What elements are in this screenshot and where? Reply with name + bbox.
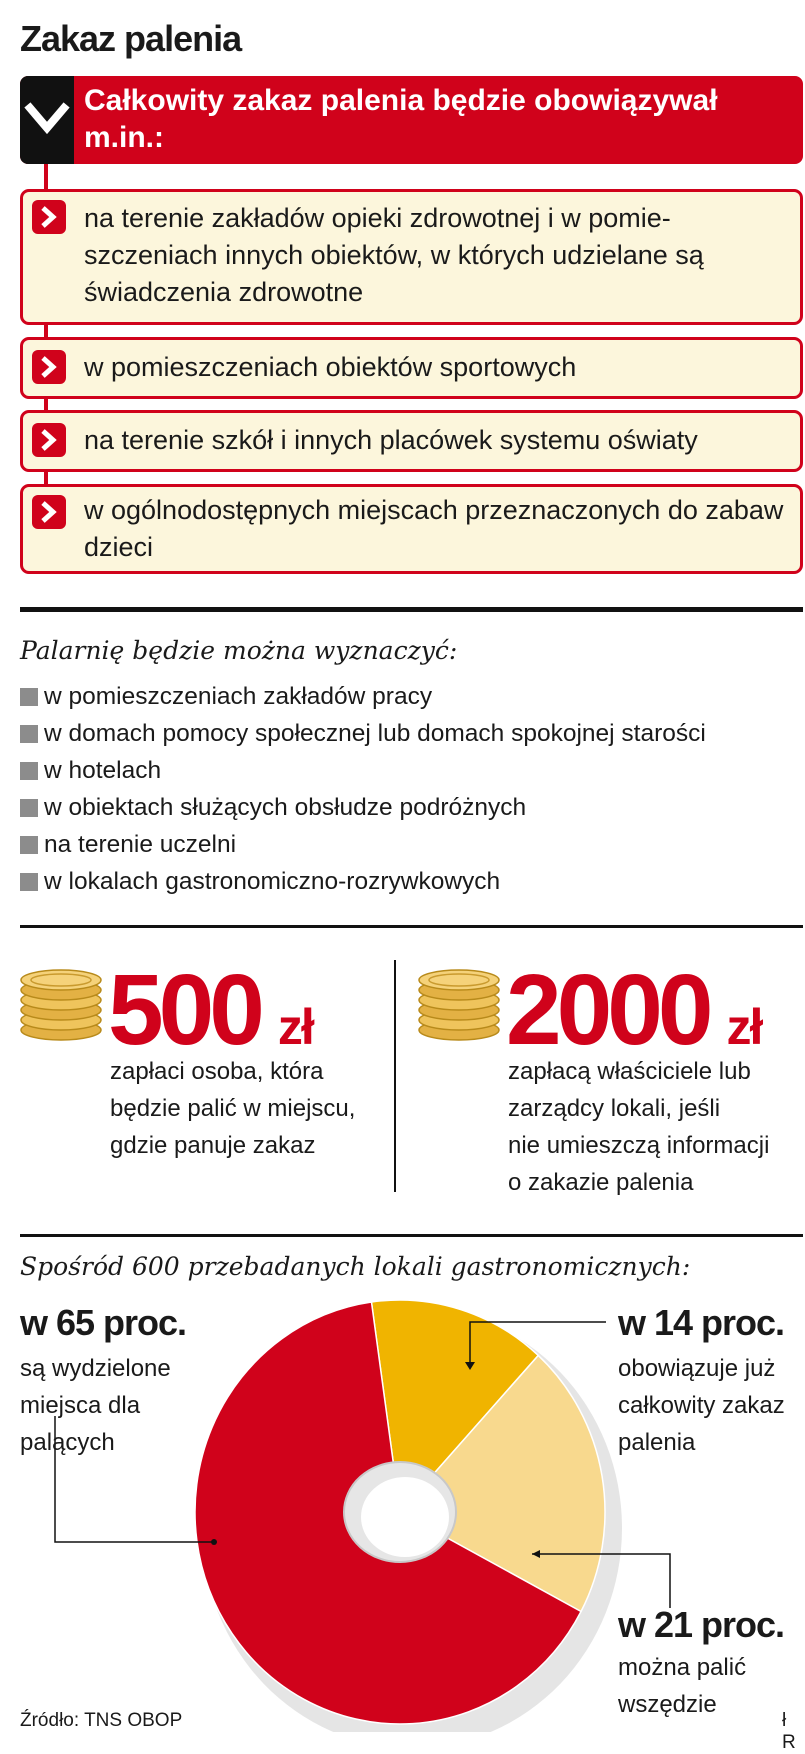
pie-label-21-desc-2: wszędzie: [618, 1691, 717, 1718]
pie-label-14-desc-1: obowiązuje już: [618, 1355, 776, 1382]
list-item: na terenie uczelni: [20, 826, 236, 863]
fine-desc-left-2: będzie palić w miejscu,: [110, 1095, 356, 1122]
leader-dot-65: [211, 1539, 217, 1545]
chevron-down-icon: [20, 76, 74, 164]
fine-amount-500: 500 zł: [108, 954, 313, 1066]
chevron-right-icon: [32, 423, 66, 457]
square-bullet-icon: [20, 725, 38, 743]
divider: [20, 1234, 803, 1237]
divider: [20, 925, 803, 928]
square-bullet-icon: [20, 873, 38, 891]
fine-desc-right-1: zapłacą właściciele lub: [508, 1058, 751, 1085]
fines-divider: [394, 960, 396, 1192]
donut-hole-inner: [361, 1477, 449, 1557]
pie-label-65-desc-2: miejsca dla: [20, 1392, 141, 1419]
chevron-right-icon: [32, 350, 66, 384]
ban-item-text: w pomieszczeniach obiektów sportowych: [84, 352, 577, 382]
ban-item-text: na terenie szkół i innych placówek systemu oświaty: [84, 425, 698, 455]
page-title: Zakaz palenia: [20, 18, 242, 59]
pie-label-21-pct: w 21 proc.: [618, 1604, 785, 1645]
source-note: Źródło: TNS OBOP: [20, 1710, 183, 1731]
credit: ł R: [782, 1710, 796, 1753]
pie-label-65-desc-3: palących: [20, 1429, 115, 1456]
ban-item-text: w ogólnodostępnych miejscach przeznaczonych do zabaw dzieci: [84, 495, 784, 562]
fine-desc-left-3: gdzie panuje zakaz: [110, 1132, 316, 1159]
square-bullet-icon: [20, 762, 38, 780]
coins-icon: [18, 960, 104, 1047]
list-item: w lokalach gastronomiczno-rozrywkowych: [20, 863, 500, 900]
chevron-right-icon: [32, 200, 66, 234]
fine-desc-right-4: o zakazie palenia: [508, 1169, 694, 1196]
survey-heading: Spośród 600 przebadanych lokali gastronomicznych:: [20, 1252, 691, 1281]
fine-desc-right-2: zarządcy lokali, jeśli: [508, 1095, 721, 1122]
smoking-rooms-heading: Palarnię będzie można wyznaczyć:: [20, 636, 458, 665]
pie-label-14-desc-2: całkowity zakaz: [618, 1392, 785, 1419]
fine-desc-left-1: zapłaci osoba, która: [110, 1058, 324, 1085]
ban-heading: Całkowity zakaz palenia będzie obowiązywał m.in.:: [84, 84, 718, 154]
coins-icon: [416, 960, 502, 1047]
pie-label-65-pct: w 65 proc.: [20, 1302, 187, 1343]
chevron-right-icon: [32, 495, 66, 529]
pie-label-21-desc-1: można palić: [618, 1654, 747, 1681]
list-item: w obiektach służących obsłudze podróżnych: [20, 789, 526, 826]
list-item: w hotelach: [20, 752, 161, 789]
divider: [20, 607, 803, 612]
list-item: w domach pomocy społecznej lub domach spokojnej starości: [20, 715, 706, 752]
ban-item-text: na terenie zakładów opieki zdrowotnej i w pomie-szczeniach innych obiektów, w których udzielane są świadczenia zdrowotne: [84, 203, 704, 307]
square-bullet-icon: [20, 836, 38, 854]
pie-label-14-pct: w 14 proc.: [618, 1302, 785, 1343]
pie-label-14-desc-3: palenia: [618, 1429, 696, 1456]
fine-amount-2000: 2000 zł: [506, 954, 762, 1066]
list-item: w pomieszczeniach zakładów pracy: [20, 678, 432, 715]
fine-desc-right-3: nie umieszczą informacji: [508, 1132, 770, 1159]
pie-label-65-desc-1: są wydzielone: [20, 1355, 171, 1382]
square-bullet-icon: [20, 799, 38, 817]
square-bullet-icon: [20, 688, 38, 706]
